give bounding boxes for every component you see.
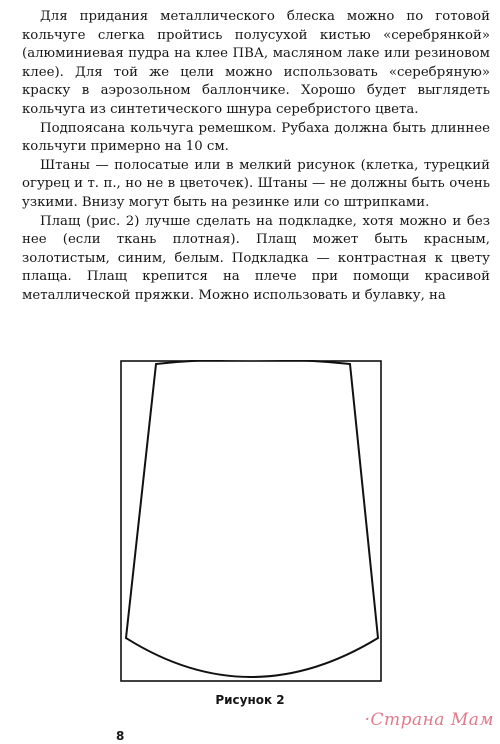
fabric-rectangle [121,361,381,681]
body-text [22,8,490,306]
watermark-dot: · [364,710,371,730]
cloak-outline [126,360,378,677]
watermark-text: Страна Мам [370,710,494,730]
paragraph-cloak: Плащ (рис. 2) лучше сделать на подкладке, хотя можно и без нее (если ткань плотная). Плащ может быть красным, золотистым, синим, белым. Подкладка — контрастная к цвету плаща. Плащ крепится на плече при помощи красивой металлической пряжки. Можно использовать и булавку, на [22,213,490,303]
paragraph-trousers: Штаны — полосатые или в мелкий рисунок (клетка, турецкий огурец и т. п., но не в цветочек). Штаны — не должны быть очень узкими. Внизу могут быть на резинке или со штрипками. [22,157,490,210]
figure-caption: Рисунок 2 [215,693,285,707]
site-watermark [365,710,494,730]
page-number: 8 [116,729,125,743]
cloak-pattern-drawing [120,360,382,682]
cloak-pattern-figure [120,360,382,682]
paragraph-belt: Подпоясана кольчуга ремешком. Рубаха должна быть длиннее кольчуги примерно на 10 см. [22,120,490,155]
paragraph-chainmail-shine: Для придания металлического блеска можно по готовой кольчуге слегка пройтись полусухой кистью «серебрянкой» (алюминиевая пудра на клее ПВА, масляном лаке или резиновом клее). Для той же цели можно использовать «серебряную» краску в аэрозольном баллончике. Хорошо будет выглядеть кольчуга из синтетического шнура серебристого цвета. [22,9,490,117]
